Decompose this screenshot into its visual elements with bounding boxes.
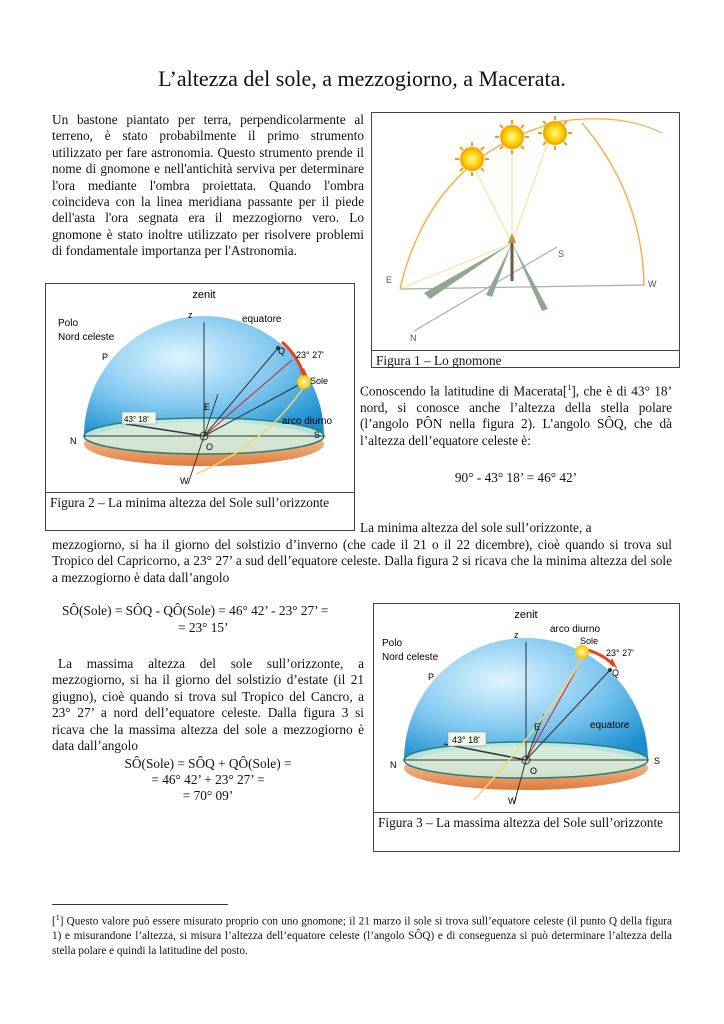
intro-paragraph: Un bastone piantato per terra, perpendicolarmente al terreno, è stato probabilmente il primo strumento utilizzato per fare astronomia. Questo strumento prende il nome di gnomone e nell'antichità serviva per determinare l'ora mediante l'ombra proiettata. Quando l'ombra coincideva con la linea meridiana passante per il piede dell'asta l'ora segnata era il mezzogiorno vero. Lo gnomone è stato inoltre utilizzato per risolvere problemi di fondamentale importanza per l'Astronomia. bbox=[52, 112, 364, 259]
figure-3-caption: Figura 3 – La massima altezza del Sole sull’orizzonte bbox=[374, 812, 679, 851]
gnomon-diagram bbox=[372, 113, 679, 350]
fig2-n: N bbox=[70, 436, 77, 446]
footnote-number: 1 bbox=[55, 913, 60, 922]
fig3-angle-2327: 23° 27' bbox=[606, 648, 634, 658]
fig2-e: E bbox=[204, 402, 211, 412]
sun-icon-3 bbox=[538, 116, 572, 150]
fig3-polo-line2: Nord celeste bbox=[382, 652, 439, 663]
footnote: [$^1$] Questo valore può essere misurato proprio con uno gnomone; il 21 marzo il sole si trova sull’equatore celeste (il punto Q della figura 1) e misurandone l’altezza, si misura l’altezza dell’equatore celeste (l’angolo SÔQ) e di conseguenza si può determinare l’altezza della stella polare e quindi la latitudine del posto. bbox=[52, 913, 672, 957]
max-paragraph: La massima altezza del sole sull’orizzonte, a mezzogiorno, si ha il giorno del solstizio d’estate (il 21 giugno), cioè quando si trova sul Tropico del Cancro, a 23° 27’ a nord dell’equatore celeste. Dalla figura 3 si ricava che la massima altezza del sole a mezzogiorno è data dall’angolo bbox=[52, 656, 364, 754]
fig3-o: O bbox=[530, 766, 538, 776]
fig2-w: W bbox=[180, 476, 189, 486]
fig3-angle-4318: 43° 18' bbox=[452, 735, 480, 745]
fig2-s: S bbox=[314, 430, 321, 440]
figure-2 bbox=[45, 283, 355, 531]
min-lead: La minima altezza del sole sull’orizzonte, a bbox=[360, 520, 592, 535]
min-formula-1: SÔ(Sole) = SÔQ - QÔ(Sole) = 46° 42’ - 23° 27’ = bbox=[62, 603, 329, 618]
fig3-arco-diurno: arco diurno bbox=[550, 624, 601, 635]
page-title: L’altezza del sole, a mezzogiorno, a Macerata. bbox=[158, 66, 566, 91]
fig1-label-n: N bbox=[410, 333, 417, 343]
figure-3 bbox=[373, 603, 680, 852]
sun-icon-2 bbox=[495, 120, 529, 154]
min-sun-diagram bbox=[46, 284, 354, 492]
sun-icon bbox=[575, 645, 589, 659]
fig3-q: Q bbox=[612, 668, 620, 678]
fig1-label-s: S bbox=[558, 249, 565, 259]
max-formula-1: SÔ(Sole) = SÔQ + QÔ(Sole) = bbox=[124, 756, 292, 771]
max-formula-2: = 46° 42’ + 23° 27’ = bbox=[151, 772, 265, 787]
fig2-arco-diurno: arco diurno bbox=[282, 416, 333, 427]
max-formula-3: = 70° 09’ bbox=[182, 788, 234, 803]
figure-2-caption: Figura 2 – La minima altezza del Sole sull’orizzonte bbox=[46, 492, 354, 530]
fig2-p: P bbox=[102, 352, 109, 362]
fig3-zenit: zenit bbox=[514, 609, 538, 621]
sun-icon-1 bbox=[455, 142, 489, 176]
fig2-q: Q bbox=[278, 346, 286, 356]
fig2-polo-line2: Nord celeste bbox=[58, 332, 115, 343]
fig3-n: N bbox=[390, 760, 397, 770]
fig2-angle-2327: 23° 27' bbox=[296, 350, 324, 360]
sun-icon bbox=[297, 375, 311, 389]
fig2-z: z bbox=[188, 310, 193, 320]
latitude-formula: 90° - 43° 18’ = 46° 42’ bbox=[454, 470, 578, 485]
fig3-e: E bbox=[534, 722, 541, 732]
figure-1 bbox=[371, 112, 680, 368]
fig3-sole: Sole bbox=[580, 636, 599, 646]
fig2-polo-line1: Polo bbox=[58, 318, 79, 329]
footnote-ref[interactable]: 1 bbox=[567, 383, 572, 392]
fig2-equatore: equatore bbox=[242, 314, 282, 325]
fig1-label-w: W bbox=[648, 279, 657, 289]
fig2-sole: Sole bbox=[310, 376, 329, 386]
fig3-equatore: equatore bbox=[590, 720, 630, 731]
shadow-3 bbox=[512, 243, 548, 311]
footnote-separator bbox=[52, 904, 228, 905]
fig2-o: O bbox=[206, 442, 214, 452]
fig3-s: S bbox=[654, 756, 661, 766]
fig3-polo-line1: Polo bbox=[382, 638, 403, 649]
min-formula-2: = 23° 15’ bbox=[178, 620, 229, 635]
fig3-w: W bbox=[508, 796, 517, 806]
fig1-label-e: E bbox=[386, 275, 393, 285]
min-paragraph: mezzogiorno, si ha il giorno del solstizio d’inverno (che cade il 21 o il 22 dicembre), cioè quando si trova sul Tropico del Capricorno, a 23° 27’ a sud dell’equatore celeste. Dalla figura 2 si ricava che la minima altezza del sole a mezzogiorno è data dall’angolo bbox=[52, 537, 672, 585]
fig2-zenit: zenit bbox=[192, 289, 216, 301]
figure-1-caption: Figura 1 – Lo gnomone bbox=[372, 350, 679, 367]
latitude-paragraph: Conoscendo la latitudine di Macerata[$^1$], che è di 43° 18’ nord, si conosce anche l’altezza della stella polare (l’angolo PÔN nella figura 2). L’angolo SÔQ, che dà l’altezza dell’equatore celeste è: bbox=[360, 383, 672, 448]
fig3-z: z bbox=[514, 630, 519, 640]
fig3-p: P bbox=[428, 672, 435, 682]
max-sun-diagram bbox=[374, 604, 679, 812]
fig2-angle-4318: 43° 18' bbox=[124, 415, 149, 424]
